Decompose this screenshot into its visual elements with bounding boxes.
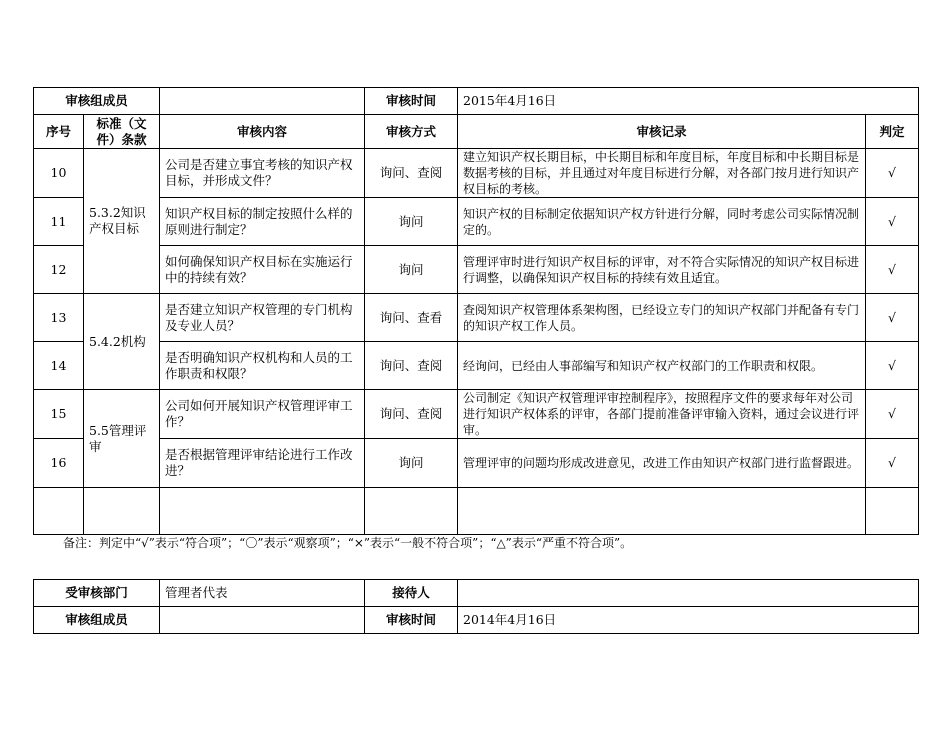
- audit-record: 经询问，已经由人事部编写和知识产权产权部门的工作职责和权限。: [458, 342, 866, 390]
- audit-time-value: 2014年4月16日: [458, 607, 919, 634]
- audit-info-table: [33, 579, 919, 634]
- table-row: [34, 149, 919, 198]
- table-row: [34, 246, 919, 294]
- audit-record: 查阅知识产权管理体系架构图，已经设立专门的知识产权部门并配备有专门的知识产权工作人员。: [458, 294, 866, 342]
- judgement: √: [866, 439, 919, 488]
- judgement: √: [866, 198, 919, 246]
- audit-record: 公司制定《知识产权管理评审控制程序》，按照程序文件的要求每年对公司进行知识产权体系的评审，各部门提前准备评审输入资料，通过会议进行评审。: [458, 390, 866, 439]
- audit-record: 管理评审的问题均形成改进意见，改进工作由知识产权部门进行监督跟进。: [458, 439, 866, 488]
- row-number: 15: [34, 390, 84, 439]
- audit-method: 询问、查阅: [365, 342, 458, 390]
- table-row: [34, 439, 919, 488]
- table-row: [34, 390, 919, 439]
- row-number: 16: [34, 439, 84, 488]
- audit-content: 知识产权目标的制定按照什么样的原则进行制定？: [160, 198, 365, 246]
- audit-content: 公司如何开展知识产权管理评审工作？: [160, 390, 365, 439]
- audit-method: 询问、查阅: [365, 149, 458, 198]
- empty-cell: [84, 488, 160, 535]
- audit-content: 如何确保知识产权目标在实施运行中的持续有效？: [160, 246, 365, 294]
- clause-cell: 5.3.2知识产权目标: [84, 149, 160, 294]
- judgement: √: [866, 342, 919, 390]
- empty-cell: [866, 488, 919, 535]
- row-number: 13: [34, 294, 84, 342]
- members-row: [34, 607, 919, 634]
- audit-content: 是否根据管理评审结论进行工作改进？: [160, 439, 365, 488]
- audit-time-value: 2015年4月16日: [458, 88, 919, 115]
- audit-method: 询问: [365, 246, 458, 294]
- table-header-info-row: [34, 88, 919, 115]
- empty-row: [34, 488, 919, 535]
- audit-record: 管理评审时进行知识产权目标的评审，对不符合实际情况的知识产权目标进行调整，以确保知识产权目标的持续有效且适宜。: [458, 246, 866, 294]
- audit-method: 询问、查看: [365, 294, 458, 342]
- audit-time-label: 审核时间: [365, 607, 458, 634]
- audit-method: 询问: [365, 198, 458, 246]
- empty-cell: [160, 488, 365, 535]
- row-number: 11: [34, 198, 84, 246]
- col-header-no: 序号: [34, 115, 84, 149]
- receiver-value: [458, 580, 919, 607]
- audit-members-value: [160, 607, 365, 634]
- judgement: √: [866, 246, 919, 294]
- empty-cell: [365, 488, 458, 535]
- col-header-content: 审核内容: [160, 115, 365, 149]
- audited-dept-value: 管理者代表: [160, 580, 365, 607]
- row-number: 12: [34, 246, 84, 294]
- audit-content: 公司是否建立事宜考核的知识产权目标，并形成文件？: [160, 149, 365, 198]
- row-number: 14: [34, 342, 84, 390]
- audit-checklist-table: [33, 87, 919, 535]
- audit-members-label: 审核组成员: [34, 607, 160, 634]
- judgement-legend-note: 备注：判定中“√”表示“符合项”；“〇”表示“观察项”；“×”表示“一般不符合项”；“△”表示“严重不符合项”。: [63, 536, 633, 550]
- table-row: [34, 294, 919, 342]
- column-header-row: [34, 115, 919, 149]
- table-row: [34, 198, 919, 246]
- audit-method: 询问: [365, 439, 458, 488]
- judgement: √: [866, 294, 919, 342]
- table-row: [34, 342, 919, 390]
- judgement: √: [866, 390, 919, 439]
- col-header-record: 审核记录: [458, 115, 866, 149]
- audit-members-label: 审核组成员: [34, 88, 160, 115]
- audit-content: 是否建立知识产权管理的专门机构及专业人员？: [160, 294, 365, 342]
- dept-row: [34, 580, 919, 607]
- receiver-label: 接待人: [365, 580, 458, 607]
- col-header-standard: 标准（文件）条款: [84, 115, 160, 149]
- audit-record: 建立知识产权长期目标，中长期目标和年度目标，年度目标和中长期目标是数据考核的目标，并且通过对年度目标进行分解，对各部门按月进行知识产权目标的考核。: [458, 149, 866, 198]
- judgement: √: [866, 149, 919, 198]
- clause-cell: 5.4.2机构: [84, 294, 160, 390]
- audit-time-label: 审核时间: [365, 88, 458, 115]
- row-number: 10: [34, 149, 84, 198]
- empty-cell: [458, 488, 866, 535]
- audit-record: 知识产权的目标制定依据知识产权方针进行分解，同时考虑公司实际情况制定的。: [458, 198, 866, 246]
- col-header-method: 审核方式: [365, 115, 458, 149]
- audited-dept-label: 受审核部门: [34, 580, 160, 607]
- audit-method: 询问、查阅: [365, 390, 458, 439]
- audit-content: 是否明确知识产权机构和人员的工作职责和权限？: [160, 342, 365, 390]
- empty-cell: [34, 488, 84, 535]
- col-header-judge: 判定: [866, 115, 919, 149]
- audit-members-value: [160, 88, 365, 115]
- clause-cell: 5.5管理评审: [84, 390, 160, 488]
